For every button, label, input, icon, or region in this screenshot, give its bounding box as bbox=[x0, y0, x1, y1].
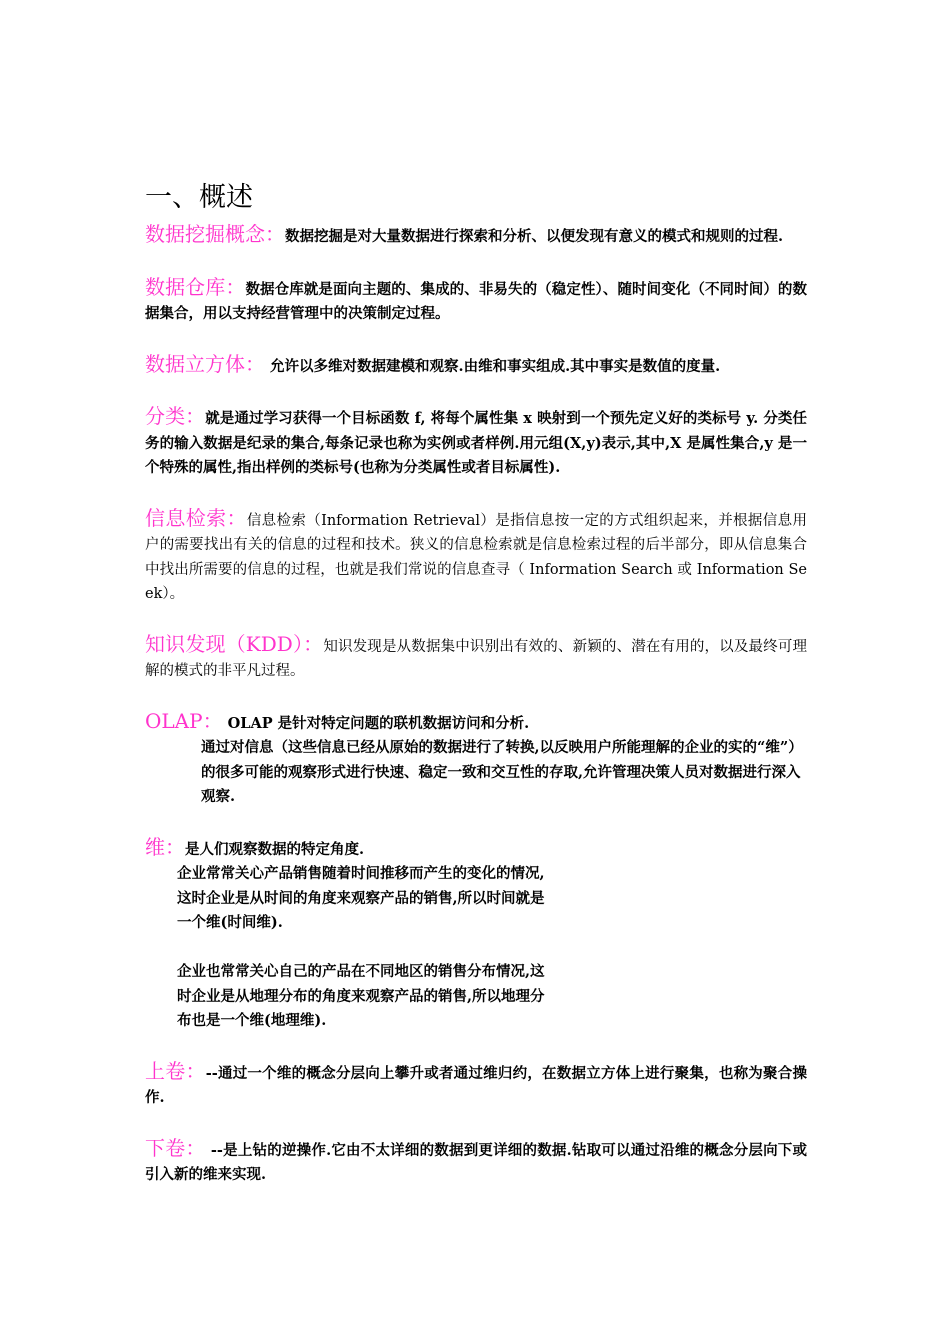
term-data-warehouse: 数据仓库： bbox=[145, 274, 246, 299]
definition-olap bbox=[145, 709, 807, 737]
definition-classification bbox=[145, 404, 807, 481]
olap-detail: 通过对信息（这些信息已经从原始的数据进行了转换,以反映用户所能理解的企业的实的“维”）的很多可能的观察形式进行快速、稳定一致和交互性的存取,允许管理决策人员对数据进行深入观察. bbox=[201, 739, 803, 805]
dimension-example-geo: 企业也常常关心自己的产品在不同地区的销售分布情况,这时企业是从地理分布的角度来观察产品的销售,所以地理分布也是一个维(地理维). bbox=[177, 963, 545, 1029]
definition-text: --通过一个维的概念分层向上攀升或者通过维归约，在数据立方体上进行聚集，也称为聚合操作. bbox=[145, 1064, 807, 1106]
term-dimension: 维： bbox=[145, 834, 185, 859]
definition-information-retrieval bbox=[145, 506, 807, 607]
definition-text: 是人们观察数据的特定角度. bbox=[185, 840, 365, 858]
definition-text: --是上钻的逆操作.它由不太详细的数据到更详细的数据.钻取可以通过沿维的概念分层向下或引入新的维来实现. bbox=[145, 1141, 807, 1183]
definition-text: 数据挖掘是对大量数据进行探索和分析、以便发现有意义的模式和规则的过程. bbox=[285, 228, 784, 245]
definition-text: 允许以多维对数据建模和观察.由维和事实组成.其中事实是数值的度量. bbox=[265, 357, 721, 375]
definition-drill-down bbox=[145, 1136, 807, 1188]
definition-data-mining bbox=[145, 222, 807, 250]
dimension-example-time: 企业常常关心产品销售随着时间推移而产生的变化的情况,这时企业是从时间的角度来观察产品的销售,所以时间就是一个维(时间维). bbox=[177, 865, 545, 931]
definition-kdd bbox=[145, 632, 807, 684]
definition-text: 就是通过学习获得一个目标函数 f, 将每个属性集 x 映射到一个预先定义好的类标号 y. 分类任务的输入数据是纪录的集合,每条记录也称为实例或者样例.用元组(X,y)表示,其中,X 是属性集合,y 是一个特殊的属性,指出样例的类标号(也称为分类属性或者目标属性). bbox=[145, 410, 808, 476]
term-classification: 分类： bbox=[145, 404, 206, 428]
definition-data-warehouse bbox=[145, 275, 807, 327]
definition-text: 数据仓库就是面向主题的、集成的、非易失的（稳定性）、随时间变化（不同时间）的数据集合，用以支持经营管理中的决策制定过程。 bbox=[145, 280, 807, 322]
document-page bbox=[145, 178, 807, 1188]
definition-text: 知识发现是从数据集中识别出有效的、新颖的、潜在有用的，以及最终可理解的模式的非平凡过程。 bbox=[145, 638, 807, 679]
section-heading: 一、概述 bbox=[145, 182, 253, 213]
term-kdd: 知识发现（KDD）： bbox=[145, 631, 324, 656]
spacer bbox=[145, 936, 807, 961]
definition-roll-up bbox=[145, 1059, 807, 1111]
definition-text: 信息检索（Information Retrieval）是指信息按一定的方式组织起来，并根据信息用户的需要找出有关的信息的过程和技术。狭义的信息检索就是信息检索过程的后半部分，即从信息集合中找出所需要的信息的过程，也就是我们常说的信息查寻（ Information Search 或 Information Seek）。 bbox=[145, 512, 808, 602]
term-olap: OLAP： bbox=[145, 708, 223, 733]
term-information-retrieval: 信息检索： bbox=[145, 505, 247, 530]
definition-text: OLAP 是针对特定问题的联机数据访问和分析. bbox=[222, 714, 530, 732]
definition-dimension bbox=[145, 835, 807, 863]
definition-data-cube bbox=[145, 352, 807, 380]
term-data-cube: 数据立方体： bbox=[145, 351, 265, 376]
term-drill-down: 下卷： bbox=[145, 1135, 206, 1160]
term-data-mining: 数据挖掘概念： bbox=[145, 222, 285, 246]
term-roll-up: 上卷： bbox=[145, 1058, 206, 1083]
